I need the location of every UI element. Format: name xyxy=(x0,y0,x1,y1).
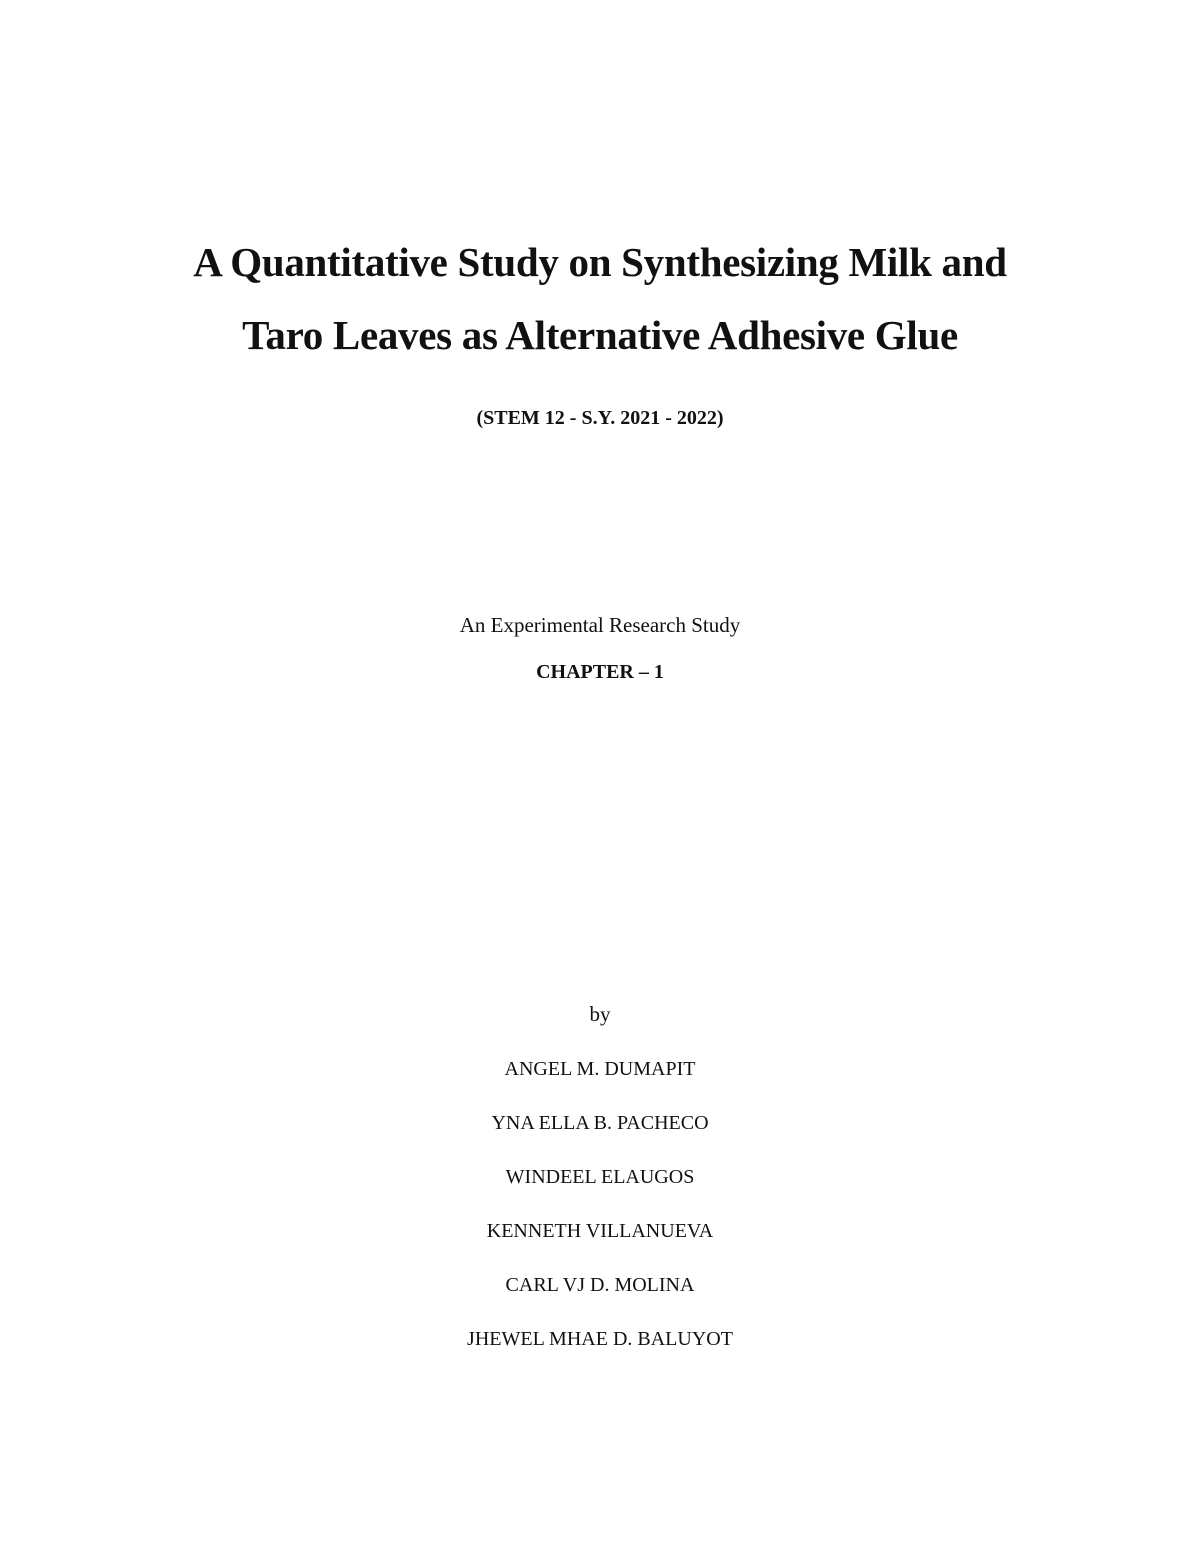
study-type-label: An Experimental Research Study xyxy=(459,613,741,637)
chapter-heading: CHAPTER – 1 xyxy=(536,661,664,683)
author-name: JHEWEL MHAE D. BALUYOT xyxy=(467,1328,733,1350)
author-name: ANGEL M. DUMAPIT xyxy=(504,1058,696,1080)
author-list xyxy=(0,1055,1200,1379)
title-line-1: A Quantitative Study on Synthesizing Milk and xyxy=(193,239,1007,285)
author-name: CARL VJ D. MOLINA xyxy=(505,1274,695,1296)
author-name: KENNETH VILLANUEVA xyxy=(486,1220,714,1242)
by-label: by xyxy=(589,1002,611,1026)
author-name: WINDEEL ELAUGOS xyxy=(505,1166,695,1188)
title-line-2: Taro Leaves as Alternative Adhesive Glue xyxy=(242,312,958,358)
author-name: YNA ELLA B. PACHECO xyxy=(491,1112,709,1134)
school-year-subtitle: (STEM 12 - S.Y. 2021 - 2022) xyxy=(476,407,724,429)
